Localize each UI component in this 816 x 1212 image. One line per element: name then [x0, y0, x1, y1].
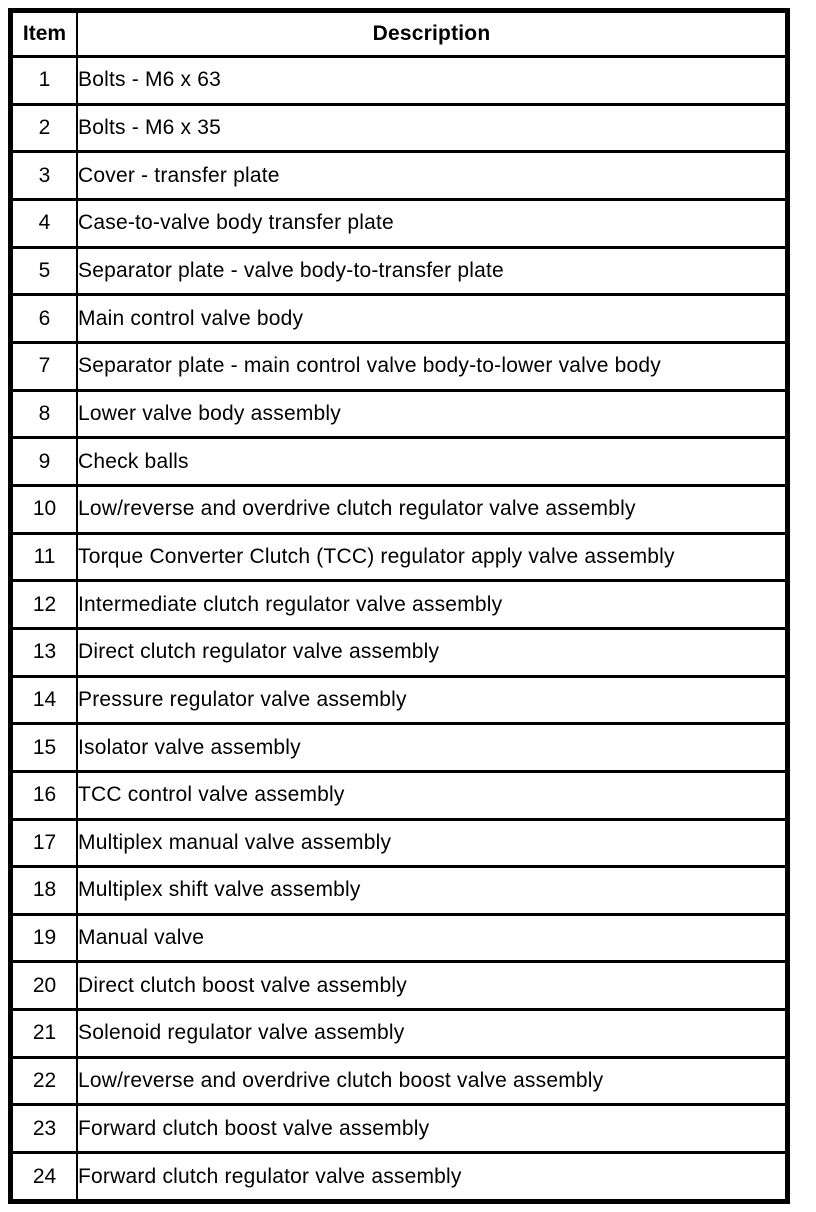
item-cell: 24 — [13, 1153, 77, 1199]
description-cell: Multiplex shift valve assembly — [77, 867, 785, 915]
description-cell: Direct clutch boost valve assembly — [77, 962, 785, 1010]
item-cell: 15 — [13, 724, 77, 772]
item-cell: 1 — [13, 57, 77, 105]
table-row — [13, 295, 785, 343]
description-cell: Forward clutch regulator valve assembly — [78, 1164, 462, 1188]
description-cell: Pressure regulator valve assembly — [77, 676, 785, 724]
item-cell: 3 — [13, 152, 77, 200]
description-cell: TCC control valve assembly — [77, 771, 785, 819]
item-cell: 11 — [13, 533, 77, 581]
table-row — [13, 1010, 785, 1058]
description-cell: Multiplex manual valve assembly — [77, 819, 785, 867]
table-row — [13, 724, 785, 772]
table-row — [13, 819, 785, 867]
table-row — [13, 581, 785, 629]
description-cell: Main control valve body — [77, 295, 785, 343]
table-row — [13, 199, 785, 247]
item-cell: 22 — [13, 1057, 77, 1105]
table-row — [13, 152, 785, 200]
column-header-description: Description — [77, 13, 785, 57]
table-row — [13, 390, 785, 438]
item-cell: 8 — [13, 390, 77, 438]
item-cell: 6 — [13, 295, 77, 343]
item-cell: 9 — [13, 438, 77, 486]
item-cell: 5 — [13, 247, 77, 295]
description-cell: Lower valve body assembly — [77, 390, 785, 438]
parts-list-table-container — [8, 8, 790, 1204]
description-cell: Isolator valve assembly — [77, 724, 785, 772]
table-row — [13, 628, 785, 676]
table-row — [13, 914, 785, 962]
description-cell: Separator plate - main control valve body-to-lower valve body — [77, 342, 785, 390]
item-cell: 2 — [13, 104, 77, 152]
table-row — [13, 867, 785, 915]
description-cell: Case-to-valve body transfer plate — [77, 199, 785, 247]
item-cell: 18 — [13, 867, 77, 915]
table-row — [13, 247, 785, 295]
table-header-row — [13, 13, 785, 57]
item-cell: 7 — [13, 342, 77, 390]
table-row — [13, 438, 785, 486]
item-cell: 4 — [13, 199, 77, 247]
item-cell: 20 — [13, 962, 77, 1010]
item-cell: 14 — [13, 676, 77, 724]
table-row — [13, 962, 785, 1010]
item-cell: 23 — [13, 1105, 77, 1153]
item-cell: 13 — [13, 628, 77, 676]
description-cell: Manual valve — [77, 914, 785, 962]
table-row — [13, 1153, 785, 1199]
description-cell: Check balls — [77, 438, 785, 486]
table-row — [13, 485, 785, 533]
table-row — [13, 1057, 785, 1105]
description-cell: Forward clutch boost valve assembly — [77, 1105, 785, 1153]
table-row — [13, 57, 785, 105]
description-cell: Separator plate - valve body-to-transfer plate — [77, 247, 785, 295]
description-cell: Bolts - M6 x 35 — [77, 104, 785, 152]
description-cell: Low/reverse and overdrive clutch regulator valve assembly — [77, 485, 785, 533]
description-cell: Cover - transfer plate — [77, 152, 785, 200]
item-cell: 12 — [13, 581, 77, 629]
description-cell: Direct clutch regulator valve assembly — [77, 628, 785, 676]
item-cell: 17 — [13, 819, 77, 867]
item-cell: 10 — [13, 485, 77, 533]
description-cell: Low/reverse and overdrive clutch boost valve assembly — [77, 1057, 785, 1105]
item-cell: 16 — [13, 771, 77, 819]
column-header-item: Item — [13, 13, 77, 57]
description-cell: Solenoid regulator valve assembly — [77, 1010, 785, 1058]
table-row — [13, 771, 785, 819]
table-row — [13, 104, 785, 152]
table-row — [13, 342, 785, 390]
table-row — [13, 676, 785, 724]
description-cell: Bolts - M6 x 63 — [77, 57, 785, 105]
table-row — [13, 1105, 785, 1153]
table-row — [13, 533, 785, 581]
item-cell: 21 — [13, 1010, 77, 1058]
item-cell: 19 — [13, 914, 77, 962]
description-cell: Intermediate clutch regulator valve assembly — [77, 581, 785, 629]
parts-list-table — [13, 13, 785, 1199]
description-cell: Torque Converter Clutch (TCC) regulator apply valve assembly — [77, 533, 785, 581]
